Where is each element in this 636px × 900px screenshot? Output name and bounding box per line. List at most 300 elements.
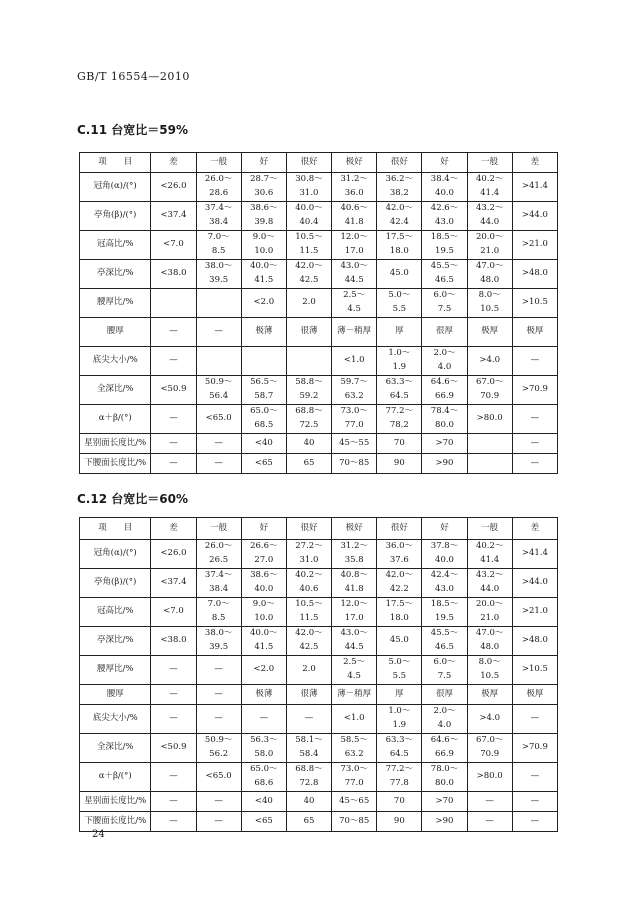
value-cell: 40 <box>286 792 331 812</box>
value-cell <box>377 202 422 231</box>
range-low: 58.1～ <box>295 735 323 746</box>
value-cell: >48.0 <box>512 260 557 289</box>
table-row <box>80 405 558 434</box>
value-cell: — <box>196 454 241 474</box>
page-number: 24 <box>92 829 105 840</box>
row-label-cell: 亭深比/% <box>80 260 151 289</box>
value-cell: — <box>196 434 241 454</box>
value-cell: 极薄 <box>241 685 286 705</box>
range-low: 58.5～ <box>340 735 368 746</box>
range-low: 5.0～ <box>388 290 411 301</box>
range-low: 2.5～ <box>343 290 366 301</box>
value-cell <box>422 734 467 763</box>
range-high: 58.7 <box>254 391 274 401</box>
range-high: 18.0 <box>389 246 409 256</box>
value-cell: <26.0 <box>151 540 196 569</box>
table-row <box>80 318 558 347</box>
range-high: 44.5 <box>344 642 364 652</box>
value-cell: >48.0 <box>512 627 557 656</box>
value-cell: 70 <box>377 434 422 454</box>
row-label-cell: 全深比/% <box>80 376 151 405</box>
range-low: 45.5～ <box>430 628 459 639</box>
table-row <box>80 792 558 812</box>
value-cell: 90 <box>377 812 422 832</box>
value-cell: <40 <box>241 792 286 812</box>
range-high: 41.4 <box>480 555 500 565</box>
range-low: 31.2～ <box>340 174 368 185</box>
value-cell <box>332 656 377 685</box>
range-low: 43.0～ <box>340 261 368 272</box>
value-cell: <1.0 <box>332 705 377 734</box>
range-high: 35.8 <box>344 555 364 565</box>
value-cell <box>196 569 241 598</box>
value-cell: >70.9 <box>512 376 557 405</box>
range-high: 48.0 <box>480 275 500 285</box>
range-high: 66.9 <box>435 749 454 759</box>
value-cell: 极厚 <box>467 318 512 347</box>
range-low: 30.8～ <box>295 174 323 185</box>
range-low: 67.0～ <box>475 735 504 746</box>
row-label-cell: 亭角(β)/(°) <box>80 569 151 598</box>
value-cell: 45.0 <box>377 260 422 289</box>
value-cell <box>467 569 512 598</box>
range-low: 42.0～ <box>385 203 414 214</box>
range-low: 63.3～ <box>385 735 414 746</box>
value-cell <box>467 434 512 454</box>
row-label-cell: 底尖大小/% <box>80 347 151 376</box>
range-high: 40.4 <box>299 217 319 227</box>
row-label-cell: α＋β/(°) <box>80 405 151 434</box>
range-low: 67.0～ <box>475 377 504 388</box>
value-cell <box>422 598 467 627</box>
value-cell: <37.4 <box>151 569 196 598</box>
range-high: 31.0 <box>299 555 319 565</box>
value-cell <box>241 540 286 569</box>
range-low: 40.2～ <box>475 174 504 185</box>
value-cell: — <box>196 318 241 347</box>
value-cell <box>286 376 331 405</box>
range-low: 58.8～ <box>295 377 323 388</box>
range-low: 64.6～ <box>430 377 459 388</box>
value-cell <box>377 173 422 202</box>
header-cell: 好 <box>422 153 467 173</box>
header-cell: 一般 <box>196 153 241 173</box>
value-cell: 很厚 <box>422 318 467 347</box>
row-label-cell: 腰厚 <box>80 685 151 705</box>
header-cell: 项 目 <box>80 153 151 173</box>
range-high: 80.0 <box>435 778 454 788</box>
value-cell <box>196 260 241 289</box>
value-cell <box>422 656 467 685</box>
range-low: 10.5～ <box>295 232 323 243</box>
value-cell <box>332 289 377 318</box>
value-cell <box>196 289 241 318</box>
value-cell: 40 <box>286 434 331 454</box>
range-high: 39.8 <box>254 217 274 227</box>
value-cell <box>286 260 331 289</box>
value-cell: — <box>467 792 512 812</box>
range-high: 1.9 <box>392 362 407 372</box>
value-cell: 2.0 <box>286 289 331 318</box>
row-label-cell: 下腰面长度比/% <box>80 812 151 832</box>
value-cell <box>422 347 467 376</box>
value-cell: 很薄 <box>286 318 331 347</box>
range-low: 6.0～ <box>433 290 456 301</box>
table-row <box>80 202 558 231</box>
value-cell <box>422 289 467 318</box>
value-cell <box>377 289 422 318</box>
value-cell: 65 <box>286 812 331 832</box>
range-high: 42.5 <box>299 275 319 285</box>
header-cell: 很好 <box>377 518 422 540</box>
value-cell: — <box>151 405 196 434</box>
row-label-cell: 冠角(α)/(°) <box>80 540 151 569</box>
value-cell <box>286 347 331 376</box>
value-cell <box>422 705 467 734</box>
range-low: 26.6～ <box>250 541 278 552</box>
value-cell: <37.4 <box>151 202 196 231</box>
range-low: 12.0～ <box>340 599 368 610</box>
value-cell <box>332 763 377 792</box>
value-cell <box>332 540 377 569</box>
row-label-cell: 腰厚 <box>80 318 151 347</box>
row-label-cell: 星别面长度比/% <box>80 792 151 812</box>
row-label-cell: 冠高比/% <box>80 231 151 260</box>
range-high: 11.5 <box>299 613 319 623</box>
range-low: 9.0～ <box>252 232 275 243</box>
range-high: 21.0 <box>480 246 500 256</box>
table-row <box>80 569 558 598</box>
value-cell <box>377 705 422 734</box>
value-cell: — <box>512 792 557 812</box>
value-cell <box>286 202 331 231</box>
range-high: 11.5 <box>299 246 319 256</box>
range-low: 40.8～ <box>340 570 368 581</box>
value-cell <box>467 231 512 260</box>
value-cell <box>332 598 377 627</box>
value-cell <box>332 376 377 405</box>
table-row <box>80 812 558 832</box>
range-high: 40.0 <box>254 584 274 594</box>
value-cell <box>286 763 331 792</box>
range-low: 42.0～ <box>385 570 414 581</box>
value-cell <box>196 202 241 231</box>
range-high: 46.5 <box>435 642 454 652</box>
value-cell: — <box>467 812 512 832</box>
row-label-cell: 下腰面长度比/% <box>80 454 151 474</box>
range-high: 48.0 <box>480 642 500 652</box>
range-low: 64.6～ <box>430 735 459 746</box>
value-cell: 2.0 <box>286 656 331 685</box>
row-label-cell: 亭深比/% <box>80 627 151 656</box>
row-label-cell: 腰厚比/% <box>80 289 151 318</box>
value-cell: >90 <box>422 454 467 474</box>
header-cell: 极好 <box>332 518 377 540</box>
range-low: 40.2～ <box>475 541 504 552</box>
value-cell: >10.5 <box>512 656 557 685</box>
range-low: 8.0～ <box>478 657 501 668</box>
value-cell: — <box>151 454 196 474</box>
value-cell <box>151 289 196 318</box>
value-cell: <26.0 <box>151 173 196 202</box>
range-high: 4.0 <box>437 362 452 372</box>
value-cell: <50.9 <box>151 734 196 763</box>
value-cell <box>377 656 422 685</box>
value-cell <box>241 202 286 231</box>
table-row <box>80 260 558 289</box>
value-cell: <1.0 <box>332 347 377 376</box>
range-high: 7.5 <box>437 304 452 314</box>
range-high: 44.5 <box>344 275 364 285</box>
range-low: 37.8～ <box>430 541 459 552</box>
range-low: 50.9～ <box>204 377 233 388</box>
value-cell: — <box>512 454 557 474</box>
grading-table-c11 <box>79 152 558 474</box>
range-low: 77.2～ <box>385 406 414 417</box>
value-cell: >4.0 <box>467 347 512 376</box>
range-high: 63.2 <box>344 749 364 759</box>
range-high: 41.8 <box>344 584 364 594</box>
range-high: 18.0 <box>389 613 409 623</box>
range-low: 42.4～ <box>430 570 459 581</box>
row-label-cell: α＋β/(°) <box>80 763 151 792</box>
value-cell <box>467 376 512 405</box>
value-cell <box>196 598 241 627</box>
range-high: 4.5 <box>347 304 361 314</box>
row-label-cell: 冠高比/% <box>80 598 151 627</box>
range-low: 47.0～ <box>475 628 504 639</box>
value-cell: 90 <box>377 454 422 474</box>
table-row <box>80 705 558 734</box>
value-cell <box>332 405 377 434</box>
value-cell: — <box>151 812 196 832</box>
row-label-cell: 冠角(α)/(°) <box>80 173 151 202</box>
value-cell: 45～55 <box>332 434 377 454</box>
value-cell <box>467 173 512 202</box>
header-cell: 好 <box>241 153 286 173</box>
value-cell <box>332 260 377 289</box>
range-high: 56.2 <box>209 749 229 759</box>
range-high: 30.6 <box>254 188 274 198</box>
value-cell: 70 <box>377 792 422 812</box>
value-cell <box>422 763 467 792</box>
header-cell: 好 <box>241 518 286 540</box>
range-high: 10.0 <box>254 246 274 256</box>
range-high: 44.0 <box>480 217 500 227</box>
value-cell: >80.0 <box>467 763 512 792</box>
range-low: 47.0～ <box>475 261 504 272</box>
range-high: 59.2 <box>299 391 319 401</box>
value-cell: >70 <box>422 434 467 454</box>
range-high: 56.4 <box>209 391 229 401</box>
range-low: 65.0～ <box>250 764 278 775</box>
header-cell: 差 <box>151 153 196 173</box>
value-cell: — <box>512 347 557 376</box>
value-cell: >4.0 <box>467 705 512 734</box>
range-low: 27.2～ <box>295 541 323 552</box>
range-high: 27.0 <box>254 555 274 565</box>
range-low: 18.5～ <box>430 599 459 610</box>
row-label-cell: 亭角(β)/(°) <box>80 202 151 231</box>
value-cell <box>241 734 286 763</box>
value-cell: >70.9 <box>512 734 557 763</box>
range-high: 58.0 <box>254 749 274 759</box>
table-row <box>80 627 558 656</box>
range-low: 36.0～ <box>385 541 414 552</box>
range-low: 8.0～ <box>478 290 501 301</box>
range-low: 43.2～ <box>475 570 504 581</box>
value-cell <box>241 173 286 202</box>
value-cell: <7.0 <box>151 598 196 627</box>
value-cell: >21.0 <box>512 598 557 627</box>
range-low: 68.8～ <box>295 406 323 417</box>
range-high: 1.9 <box>392 720 407 730</box>
row-label-cell: 底尖大小/% <box>80 705 151 734</box>
range-low: 43.2～ <box>475 203 504 214</box>
table-row <box>80 289 558 318</box>
range-high: 19.5 <box>435 613 454 623</box>
range-low: 6.0～ <box>433 657 456 668</box>
value-cell <box>241 376 286 405</box>
range-high: 70.9 <box>480 391 500 401</box>
header-cell: 项 目 <box>80 518 151 540</box>
value-cell: <2.0 <box>241 656 286 685</box>
value-cell: 薄－稍厚 <box>332 318 377 347</box>
range-high: 64.5 <box>389 391 409 401</box>
range-high: 42.4 <box>389 217 409 227</box>
range-low: 2.0～ <box>433 348 456 359</box>
table-row <box>80 763 558 792</box>
value-cell: — <box>196 812 241 832</box>
header-cell: 好 <box>422 518 467 540</box>
range-low: 56.3～ <box>250 735 278 746</box>
range-high: 42.2 <box>389 584 409 594</box>
range-high: 66.9 <box>435 391 454 401</box>
table-row <box>80 685 558 705</box>
value-cell: — <box>151 763 196 792</box>
value-cell <box>467 289 512 318</box>
range-low: 1.0～ <box>388 706 411 717</box>
range-low: 40.0～ <box>250 628 278 639</box>
range-low: 17.5～ <box>385 232 414 243</box>
value-cell <box>422 173 467 202</box>
range-low: 38.4～ <box>430 174 459 185</box>
value-cell <box>377 569 422 598</box>
table-row <box>80 173 558 202</box>
range-high: 44.0 <box>480 584 500 594</box>
range-high: 38.4 <box>209 584 229 594</box>
range-high: 80.0 <box>435 420 454 430</box>
range-high: 77.0 <box>344 778 364 788</box>
range-high: 17.0 <box>344 613 364 623</box>
value-cell: <65.0 <box>196 405 241 434</box>
range-low: 26.0～ <box>204 541 233 552</box>
value-cell: >90 <box>422 812 467 832</box>
value-cell <box>286 540 331 569</box>
range-low: 73.0～ <box>340 764 368 775</box>
grading-table-c12 <box>79 517 558 832</box>
value-cell: 很厚 <box>422 685 467 705</box>
range-high: 31.0 <box>299 188 319 198</box>
value-cell <box>286 173 331 202</box>
range-high: 37.6 <box>389 555 409 565</box>
range-high: 28.6 <box>209 188 229 198</box>
header-cell: 差 <box>512 518 557 540</box>
range-high: 38.2 <box>389 188 409 198</box>
value-cell: 极薄 <box>241 318 286 347</box>
value-cell: — <box>512 405 557 434</box>
table-row <box>80 734 558 763</box>
value-cell <box>422 260 467 289</box>
value-cell: >44.0 <box>512 202 557 231</box>
range-high: 40.0 <box>435 555 454 565</box>
value-cell: <40 <box>241 434 286 454</box>
range-low: 36.2～ <box>385 174 414 185</box>
value-cell <box>377 231 422 260</box>
range-low: 31.2～ <box>340 541 368 552</box>
range-low: 5.0～ <box>388 657 411 668</box>
range-low: 7.0～ <box>207 232 230 243</box>
value-cell: — <box>151 705 196 734</box>
value-cell: <38.0 <box>151 627 196 656</box>
range-high: 72.8 <box>299 778 319 788</box>
value-cell: >44.0 <box>512 569 557 598</box>
range-low: 10.5～ <box>295 599 323 610</box>
value-cell <box>241 405 286 434</box>
value-cell: <2.0 <box>241 289 286 318</box>
value-cell: — <box>196 792 241 812</box>
value-cell: >70 <box>422 792 467 812</box>
value-cell <box>332 734 377 763</box>
table-row <box>80 376 558 405</box>
range-high: 40.6 <box>299 584 319 594</box>
value-cell <box>422 231 467 260</box>
value-cell <box>196 376 241 405</box>
range-high: 4.5 <box>347 671 361 681</box>
range-high: 78.2 <box>389 420 409 430</box>
value-cell <box>241 763 286 792</box>
value-cell: — <box>196 656 241 685</box>
value-cell <box>422 376 467 405</box>
value-cell <box>241 627 286 656</box>
value-cell: >80.0 <box>467 405 512 434</box>
value-cell <box>377 734 422 763</box>
range-high: 72.5 <box>299 420 319 430</box>
value-cell <box>377 347 422 376</box>
value-cell: 45～65 <box>332 792 377 812</box>
range-low: 42.0～ <box>295 628 323 639</box>
range-low: 2.0～ <box>433 706 456 717</box>
range-high: 4.0 <box>437 720 452 730</box>
range-low: 17.5～ <box>385 599 414 610</box>
value-cell <box>241 347 286 376</box>
range-high: 10.0 <box>254 613 274 623</box>
value-cell: 70～85 <box>332 454 377 474</box>
table-row <box>80 231 558 260</box>
range-low: 38.6～ <box>250 203 278 214</box>
header-cell: 一般 <box>196 518 241 540</box>
value-cell <box>422 540 467 569</box>
value-cell <box>467 260 512 289</box>
range-low: 7.0～ <box>207 599 230 610</box>
header-cell: 差 <box>512 153 557 173</box>
range-low: 38.0～ <box>204 261 233 272</box>
value-cell <box>332 569 377 598</box>
range-high: 10.5 <box>480 304 500 314</box>
range-low: 68.8～ <box>295 764 323 775</box>
range-high: 39.5 <box>209 275 229 285</box>
range-high: 46.5 <box>435 275 454 285</box>
